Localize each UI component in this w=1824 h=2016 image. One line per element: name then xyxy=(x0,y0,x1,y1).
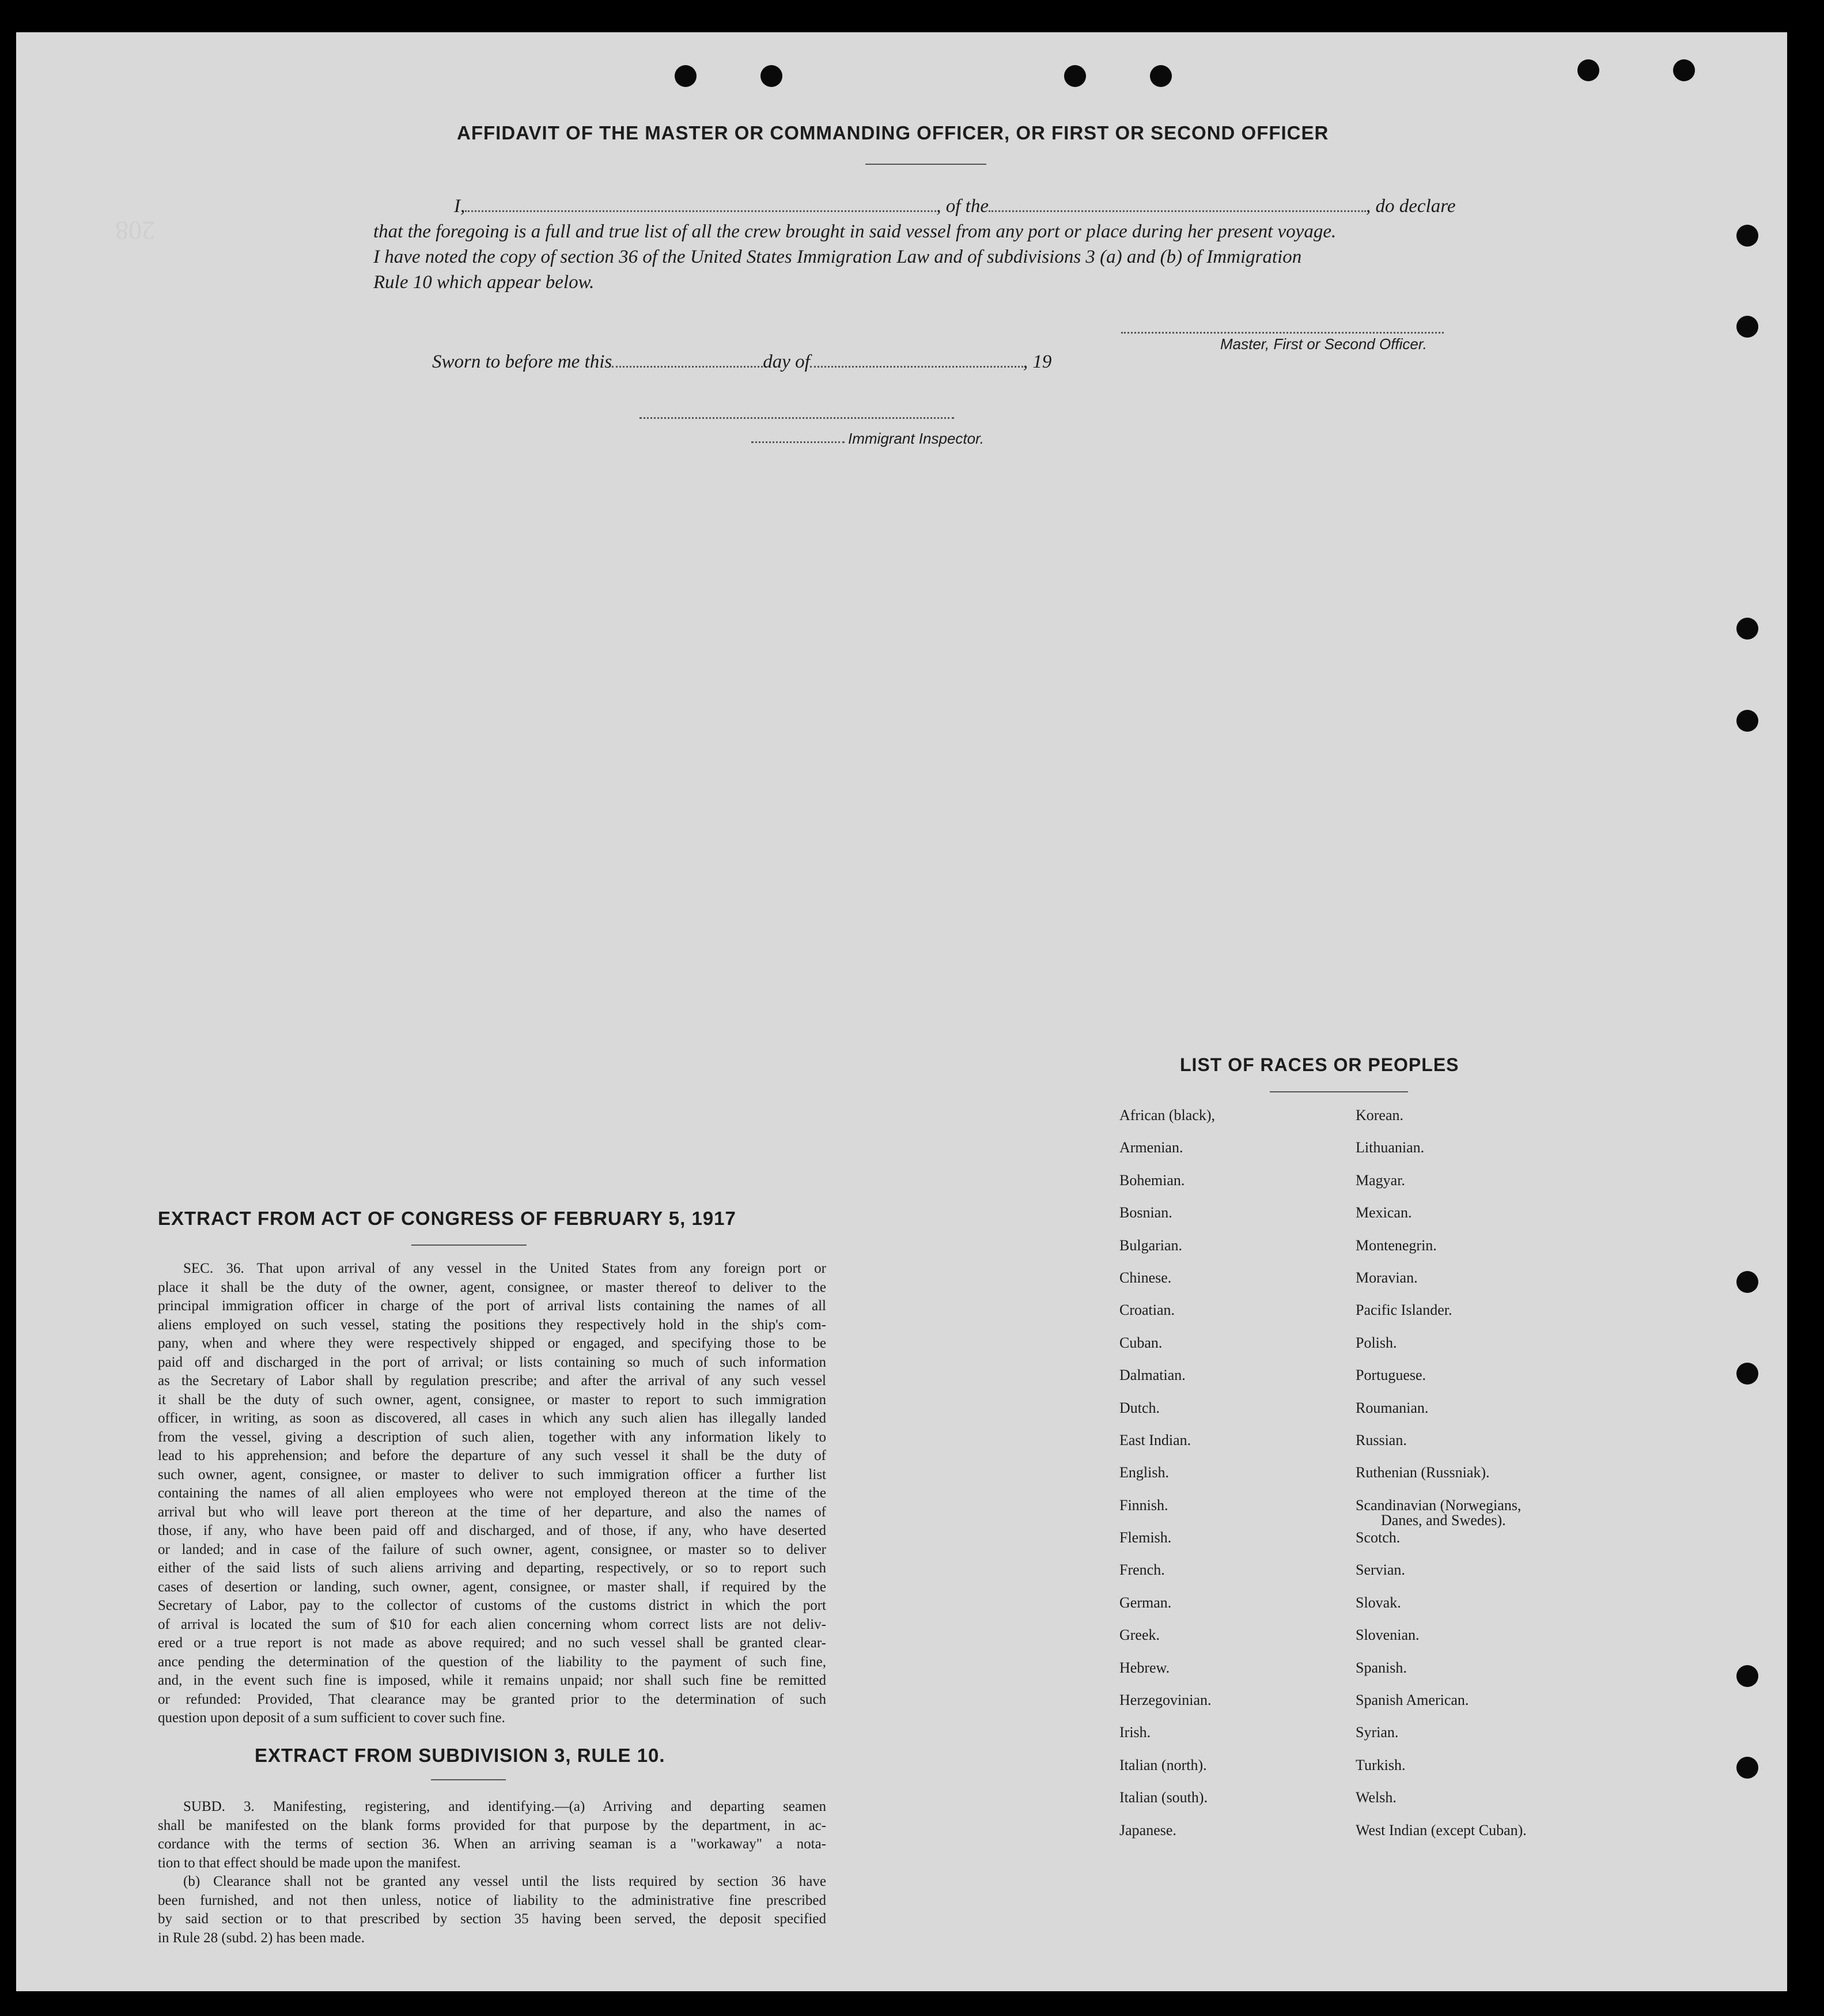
divider xyxy=(1270,1091,1408,1092)
race-label: Scotch. xyxy=(1356,1529,1401,1546)
rule-extract-text xyxy=(158,1798,826,1947)
punch-hole xyxy=(1736,618,1758,640)
punch-hole xyxy=(760,65,782,87)
punch-hole xyxy=(1736,316,1758,338)
race-item xyxy=(1356,1757,1527,1790)
text-line: Secretary of Labor, pay to the collector of customs of the customs district in which the port xyxy=(158,1598,826,1613)
punch-hole xyxy=(1736,225,1758,247)
race-label: Bulgarian. xyxy=(1119,1236,1183,1254)
text-line: principal immigration officer in charge of the port of arrival lists containing the names of all xyxy=(158,1298,826,1314)
race-label: Bohemian. xyxy=(1119,1171,1185,1189)
punch-hole xyxy=(1736,1271,1758,1293)
race-label: Spanish. xyxy=(1356,1659,1407,1676)
text-line: those, if any, who have been paid off and discharged, and of those, if any, who have deserted xyxy=(158,1523,826,1538)
race-item xyxy=(1119,1270,1215,1302)
text-line: and, in the event such fine is imposed, while it remains unpaid; nor shall such fine be remitted xyxy=(158,1673,826,1688)
text-line: by said section or to that prescribed by section 35 having been served, the deposit specified xyxy=(158,1911,826,1927)
text-line: been furnished, and not then unless, notice of liability to the administrative fine prescribed xyxy=(158,1892,826,1908)
race-label: Spanish American. xyxy=(1356,1692,1469,1709)
race-item xyxy=(1119,1530,1215,1562)
margin-mark: 208 xyxy=(115,216,155,245)
race-item xyxy=(1356,1562,1527,1594)
race-item xyxy=(1119,1465,1215,1497)
text-line: of arrival is located the sum of $10 for each alien concerning whom correct lists are not deliv- xyxy=(158,1616,826,1632)
race-item xyxy=(1356,1107,1527,1140)
race-label: Italian (south). xyxy=(1119,1789,1208,1806)
sworn-year: , 19 xyxy=(1023,351,1052,372)
race-item xyxy=(1119,1562,1215,1594)
race-item xyxy=(1356,1465,1527,1497)
race-item xyxy=(1356,1335,1527,1367)
affidavit-title: AFFIDAVIT OF THE MASTER OR COMMANDING OFFICER, OR FIRST OR SECOND OFFICER xyxy=(457,122,1329,143)
race-label: Korean. xyxy=(1356,1107,1404,1124)
race-label: Montenegrin. xyxy=(1356,1236,1437,1254)
race-item xyxy=(1119,1822,1215,1855)
vessel-field[interactable] xyxy=(989,210,1366,212)
inspector-label: Immigrant Inspector. xyxy=(848,430,985,447)
race-label: Dalmatian. xyxy=(1119,1367,1186,1384)
text-line: place it shall be the duty of the owner, agent, consignee, or master thereof to deliver to the xyxy=(158,1279,826,1295)
race-item xyxy=(1356,1660,1527,1692)
act-extract-text xyxy=(158,1259,826,1728)
race-item xyxy=(1356,1822,1527,1855)
race-item xyxy=(1356,1432,1527,1465)
text-line: paid off and discharged in the port of arrival; or lists containing so much of such information xyxy=(158,1354,826,1370)
race-item xyxy=(1119,1140,1215,1172)
punch-hole xyxy=(1736,1665,1758,1687)
race-item xyxy=(1119,1757,1215,1790)
text-line: either of the said lists of such aliens arriving and departing, respectively, or so to report such xyxy=(158,1560,826,1576)
race-label: Hebrew. xyxy=(1119,1659,1170,1676)
affidavit-line-2: that the foregoing is a full and true list of all the crew brought in said vessel from any port or place during her present voyage. xyxy=(373,221,1337,242)
inspector-signature-field[interactable] xyxy=(639,417,954,419)
text-line: aliens employed on such vessel, stating the positions they respectively hold in the ship's com- xyxy=(158,1317,826,1333)
race-label: Chinese. xyxy=(1119,1269,1172,1286)
race-item xyxy=(1119,1335,1215,1367)
race-item xyxy=(1356,1627,1527,1659)
race-label: Flemish. xyxy=(1119,1529,1172,1546)
text-line: or refunded: Provided, That clearance may be granted prior to the determination of such xyxy=(158,1691,826,1707)
race-item xyxy=(1356,1302,1527,1334)
text-line: lead to his apprehension; and before the departure of any such vessel it shall be the duty of xyxy=(158,1448,826,1463)
race-item xyxy=(1356,1172,1527,1205)
race-label: German. xyxy=(1119,1594,1172,1611)
race-item xyxy=(1356,1692,1527,1724)
text-line: ance pending the determination of the question of the liability to the payment of such fine, xyxy=(158,1654,826,1670)
race-label: Pacific Islander. xyxy=(1356,1302,1452,1319)
race-item xyxy=(1119,1205,1215,1237)
race-label: Scandinavian (Norwegians, xyxy=(1356,1496,1522,1514)
race-label: Herzegovinian. xyxy=(1119,1692,1212,1709)
race-label: Slovak. xyxy=(1356,1594,1401,1611)
race-item xyxy=(1119,1107,1215,1140)
race-item xyxy=(1119,1595,1215,1627)
races-title: LIST OF RACES OR PEOPLES xyxy=(1180,1054,1459,1075)
race-label: Cuban. xyxy=(1119,1334,1163,1351)
race-item xyxy=(1356,1367,1527,1400)
race-item xyxy=(1356,1497,1527,1530)
race-label: Armenian. xyxy=(1119,1139,1183,1156)
text-line: it shall be the duty of such owner, agent, consignee, or master to report to such immigration xyxy=(158,1391,826,1408)
race-label: Japanese. xyxy=(1119,1821,1176,1839)
text-line: cases of desertion or landing, such owner, agent, consignee, or master shall, if required by the xyxy=(158,1579,826,1595)
race-label: Dutch. xyxy=(1119,1399,1160,1416)
text-line: cordance with the terms of section 36. When an arriving seaman is a "workaway" a nota- xyxy=(158,1836,826,1852)
text-line: SEC. 36. That upon arrival of any vessel in the United States from any foreign port or xyxy=(183,1261,826,1276)
race-label: Moravian. xyxy=(1356,1269,1418,1286)
punch-hole xyxy=(1577,59,1599,81)
race-item xyxy=(1119,1724,1215,1757)
race-label: Lithuanian. xyxy=(1356,1139,1425,1156)
sworn-month-field[interactable] xyxy=(810,365,1023,368)
affidavit-line-4: Rule 10 which appear below. xyxy=(373,272,595,293)
affidavit-of-the: , of the xyxy=(936,196,989,217)
race-item xyxy=(1119,1497,1215,1530)
race-item xyxy=(1356,1724,1527,1757)
race-label: Portuguese. xyxy=(1356,1367,1426,1384)
divider xyxy=(431,1779,506,1780)
text-line: (b) Clearance shall not be granted any vessel until the lists required by section 36 have xyxy=(183,1874,826,1889)
text-line: pany, when and where they were respectively shipped or engaged, and specifying those to be xyxy=(158,1336,826,1351)
race-label: African (black), xyxy=(1119,1107,1216,1124)
race-label: Magyar. xyxy=(1356,1171,1405,1189)
race-item xyxy=(1356,1140,1527,1172)
punch-hole xyxy=(675,65,697,87)
name-field[interactable] xyxy=(465,210,936,212)
race-label: Irish. xyxy=(1119,1724,1151,1741)
race-label: Greek. xyxy=(1119,1627,1160,1644)
race-item xyxy=(1119,1432,1215,1465)
race-item xyxy=(1119,1172,1215,1205)
race-item xyxy=(1356,1205,1527,1237)
race-label-continuation: Danes, and Swedes). xyxy=(1381,1511,1506,1529)
rule-extract-title: EXTRACT FROM SUBDIVISION 3, RULE 10. xyxy=(255,1745,665,1766)
sworn-day-of: day of xyxy=(763,351,810,372)
affidavit-line-1 xyxy=(373,196,1491,217)
officer-signature-field[interactable] xyxy=(1121,332,1444,334)
punch-hole xyxy=(1064,65,1086,87)
race-label: Servian. xyxy=(1356,1561,1405,1579)
affidavit-line-3: I have noted the copy of section 36 of the United States Immigration Law and of subdivisions 3 (a) and (b) of Immigration xyxy=(373,247,1302,267)
punch-hole xyxy=(1150,65,1172,87)
race-label: East Indian. xyxy=(1119,1431,1191,1448)
race-item xyxy=(1356,1270,1527,1302)
punch-hole xyxy=(1673,59,1695,81)
race-label: Russian. xyxy=(1356,1431,1407,1448)
race-item xyxy=(1119,1400,1215,1432)
text-line: tion to that effect should be made upon the manifest. xyxy=(158,1855,461,1871)
punch-hole xyxy=(1736,1757,1758,1779)
race-label: English. xyxy=(1119,1464,1169,1481)
race-item xyxy=(1119,1302,1215,1334)
race-item xyxy=(1119,1367,1215,1400)
text-line: arrival but who will leave port thereon at the time of her departure, and also the names of xyxy=(158,1504,826,1520)
race-label: Roumanian. xyxy=(1356,1399,1429,1416)
races-right-column xyxy=(1356,1107,1527,1855)
text-line: such owner, agent, consignee, or master to deliver to such immigration officer a further list xyxy=(158,1466,826,1482)
race-label: Ruthenian (Russniak). xyxy=(1356,1464,1490,1481)
race-label: Turkish. xyxy=(1356,1756,1406,1773)
sworn-day-field[interactable] xyxy=(612,365,763,368)
divider xyxy=(865,164,986,165)
race-label: Bosnian. xyxy=(1119,1204,1172,1221)
text-line: ered or a true report is not made as above required; and no such vessel shall be granted clear- xyxy=(158,1635,826,1651)
text-line: question upon deposit of a sum sufficient to cover such fine. xyxy=(158,1710,505,1726)
race-item xyxy=(1356,1595,1527,1627)
race-label: Italian (north). xyxy=(1119,1756,1207,1773)
text-line: in Rule 28 (subd. 2) has been made. xyxy=(158,1930,365,1946)
race-item xyxy=(1119,1238,1215,1270)
affidavit-i: I, xyxy=(454,196,466,217)
race-item xyxy=(1119,1660,1215,1692)
race-label: French. xyxy=(1119,1561,1165,1579)
punch-hole xyxy=(1736,1363,1758,1385)
race-item xyxy=(1119,1790,1215,1822)
text-line: containing the names of all alien employees who were not employed thereon at the time of the xyxy=(158,1485,826,1501)
form-sheet xyxy=(16,32,1787,1991)
race-label: Polish. xyxy=(1356,1334,1397,1351)
text-line: as the Secretary of Labor shall by regulation prescribe; and after the arrival of any such vessel xyxy=(158,1373,826,1389)
text-line: from the vessel, giving a description of such alien, together with any information likely to xyxy=(158,1429,826,1445)
race-label: Slovenian. xyxy=(1356,1627,1420,1644)
race-item xyxy=(1119,1627,1215,1659)
race-item xyxy=(1356,1530,1527,1562)
race-label: Finnish. xyxy=(1119,1496,1168,1514)
races-left-column xyxy=(1119,1107,1215,1855)
race-item xyxy=(1356,1790,1527,1822)
sworn-text: Sworn to before me this xyxy=(432,351,612,372)
sworn-line xyxy=(432,351,1550,373)
text-line: or landed; and in case of the failure of such owner, agent, consignee, or master so to deliver xyxy=(158,1541,826,1557)
race-item xyxy=(1119,1692,1215,1724)
divider xyxy=(411,1245,527,1246)
act-extract-title: EXTRACT FROM ACT OF CONGRESS OF FEBRUARY 5, 1917 xyxy=(158,1208,736,1229)
race-label: West Indian (except Cuban). xyxy=(1356,1821,1527,1839)
officer-label: Master, First or Second Officer. xyxy=(1220,335,1427,353)
punch-hole xyxy=(1736,710,1758,732)
race-label: Croatian. xyxy=(1119,1302,1175,1319)
text-line: officer, in writing, as soon as discovered, all cases in which any such alien has illegally landed xyxy=(158,1410,826,1426)
race-label: Syrian. xyxy=(1356,1724,1399,1741)
text-line: SUBD. 3. Manifesting, registering, and identifying.—(a) Arriving and departing seamen xyxy=(183,1799,826,1814)
race-label: Welsh. xyxy=(1356,1789,1397,1806)
text-line: shall be manifested on the blank forms provided for that purpose by the department, in ac- xyxy=(158,1817,826,1833)
affidavit-do-declare: , do declare xyxy=(1365,196,1456,217)
race-item xyxy=(1356,1400,1527,1432)
race-item xyxy=(1356,1238,1527,1270)
race-label: Mexican. xyxy=(1356,1204,1412,1221)
inspector-name-field[interactable] xyxy=(751,441,845,443)
